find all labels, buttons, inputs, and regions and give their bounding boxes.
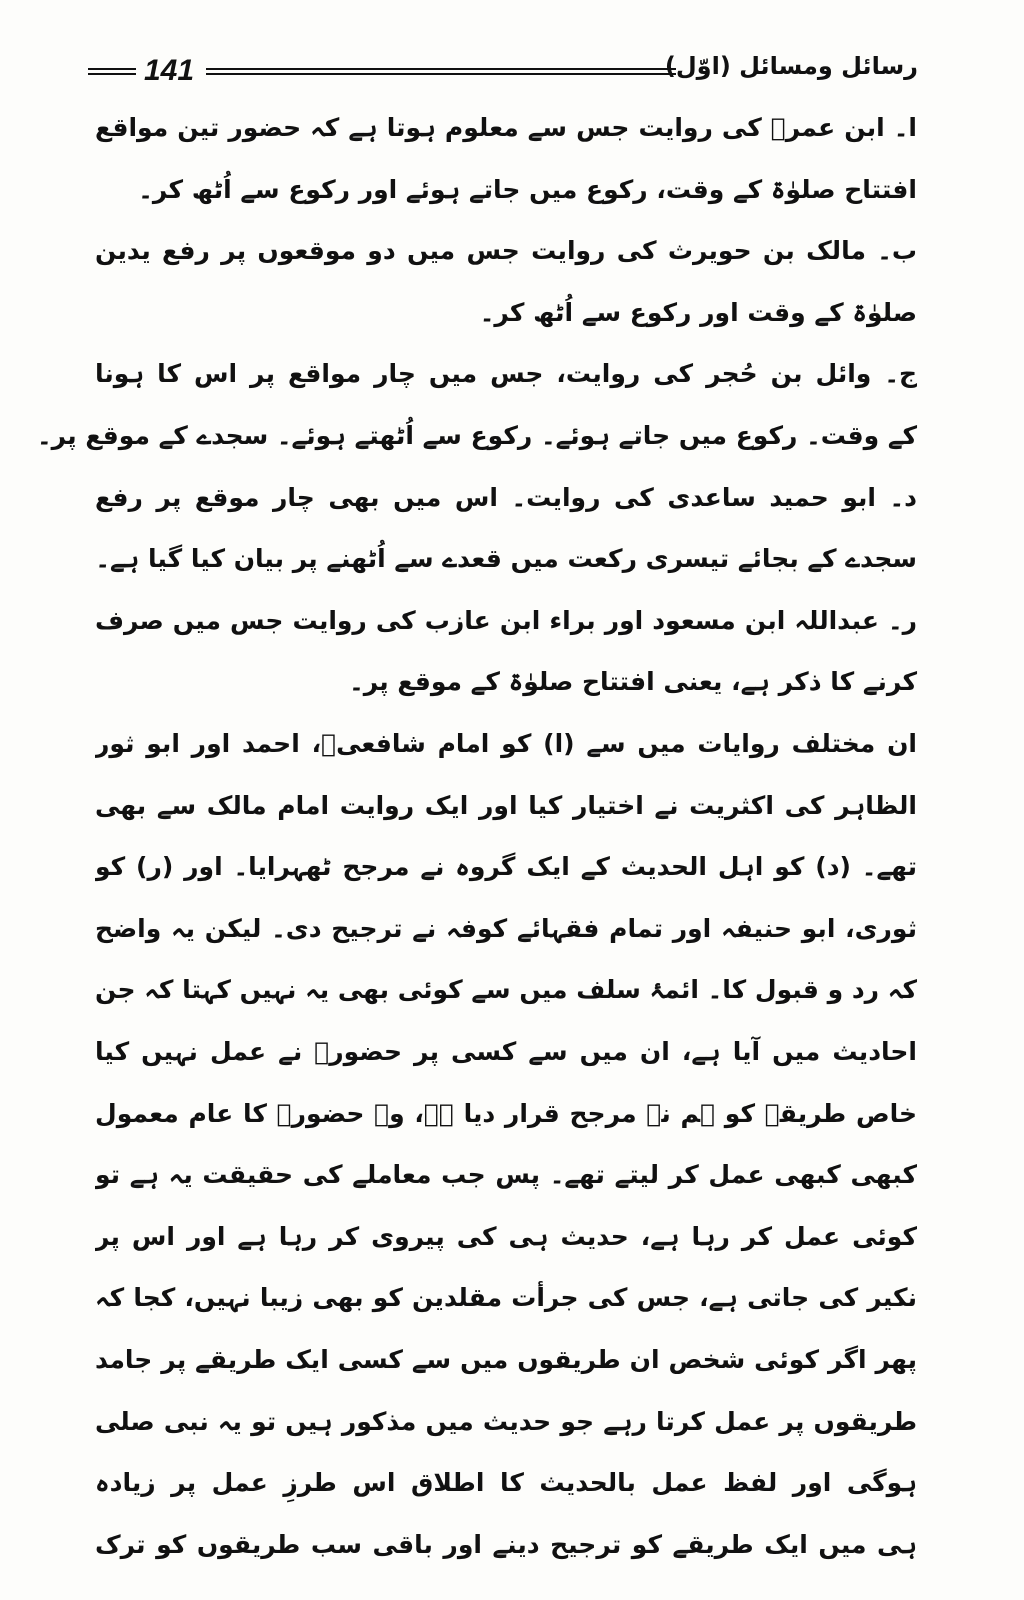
text-line: احادیث میں آیا ہے، ان میں سے کسی پر حضورؐ نے عمل نہیں کیا	[95, 1037, 917, 1066]
text-line: کوئی عمل کر رہا ہے، حدیث ہی کی پیروی کر رہا ہے اور اس پر	[95, 1221, 917, 1251]
text-line: ج۔ وائل بن حُجر کی روایت، جس میں چار مواقع پر اس کا ہونا	[95, 359, 917, 389]
text-line: ہی میں ایک طریقے کو ترجیح دینے اور باقی سب طریقوں کو ترک	[95, 1529, 917, 1559]
text-line: صلوٰۃ کے وقت اور رکوع سے اُٹھ کر۔	[479, 297, 917, 327]
text-line: ا۔ ابن عمرؓ کی روایت جس سے معلوم ہوتا ہے کہ حضور تین مواقع	[95, 113, 917, 142]
header-rule-left	[88, 68, 136, 75]
text-line: ب۔ مالک بن حویرث کی روایت جس میں دو موقعوں پر رفع یدین	[95, 236, 917, 266]
text-line: ان مختلف روایات میں سے (ا) کو امام شافعیؒ، احمد اور ابو ثور	[95, 729, 917, 758]
text-line: خاص طریقے کو ہم نے مرجح قرار دیا ہے، وہ حضورؐ کا عام معمول	[95, 1098, 917, 1128]
text-line: ہوگی اور لفظ عمل بالحدیث کا اطلاق اس طرزِ عمل پر زیادہ	[95, 1468, 917, 1498]
text-line: پھر اگر کوئی شخص ان طریقوں میں سے کسی ایک طریقے پر جامد	[95, 1345, 917, 1374]
text-line: د۔ ابو حمید ساعدی کی روایت۔ اس میں بھی چار موقع پر رفع	[95, 482, 917, 512]
text-line: سجدے کے بجائے تیسری رکعت میں قعدے سے اُٹھنے پر بیان کیا گیا ہے۔	[95, 544, 917, 574]
header-rule-middle	[206, 68, 676, 75]
page-number: 141	[144, 54, 195, 87]
text-line: تھے۔ (د) کو اہل الحدیث کے ایک گروہ نے مرجح ٹھہرایا۔ اور (ر) کو	[95, 852, 917, 882]
text-line: کہ رد و قبول کا۔ ائمۂ سلف میں سے کوئی بھی یہ نہیں کہتا کہ جن	[95, 975, 917, 1005]
text-line: الظاہر کی اکثریت نے اختیار کیا اور ایک روایت امام مالک سے بھی	[95, 790, 917, 820]
book-title: رسائل ومسائل (اوّل)	[664, 52, 918, 80]
text-line: کرنے کا ذکر ہے، یعنی افتتاح صلوٰۃ کے موقع پر۔	[349, 667, 917, 697]
text-line: ثوری، ابو حنیفہ اور تمام فقہائے کوفہ نے ترجیح دی۔ لیکن یہ واضح	[95, 913, 917, 943]
text-line: افتتاح صلوٰۃ کے وقت، رکوع میں جاتے ہوئے اور رکوع سے اُٹھ کر۔	[138, 174, 917, 204]
page-header	[88, 52, 918, 92]
text-line: ر۔ عبداللہ ابن مسعود اور براء ابن عازب کی روایت جس میں صرف	[95, 605, 917, 635]
text-line: کے وقت۔ رکوع میں جاتے ہوئے۔ رکوع سے اُٹھتے ہوئے۔ سجدے کے موقع پر۔	[37, 421, 917, 450]
text-line: کبھی کبھی عمل کر لیتے تھے۔ پس جب معاملے کی حقیقت یہ ہے تو	[95, 1160, 917, 1190]
text-line: طریقوں پر عمل کرتا رہے جو حدیث میں مذکور ہیں تو یہ نبی صلی	[95, 1406, 917, 1436]
text-line: نکیر کی جاتی ہے، جس کی جرأت مقلدین کو بھی زیبا نہیں، کجا کہ	[95, 1283, 917, 1313]
